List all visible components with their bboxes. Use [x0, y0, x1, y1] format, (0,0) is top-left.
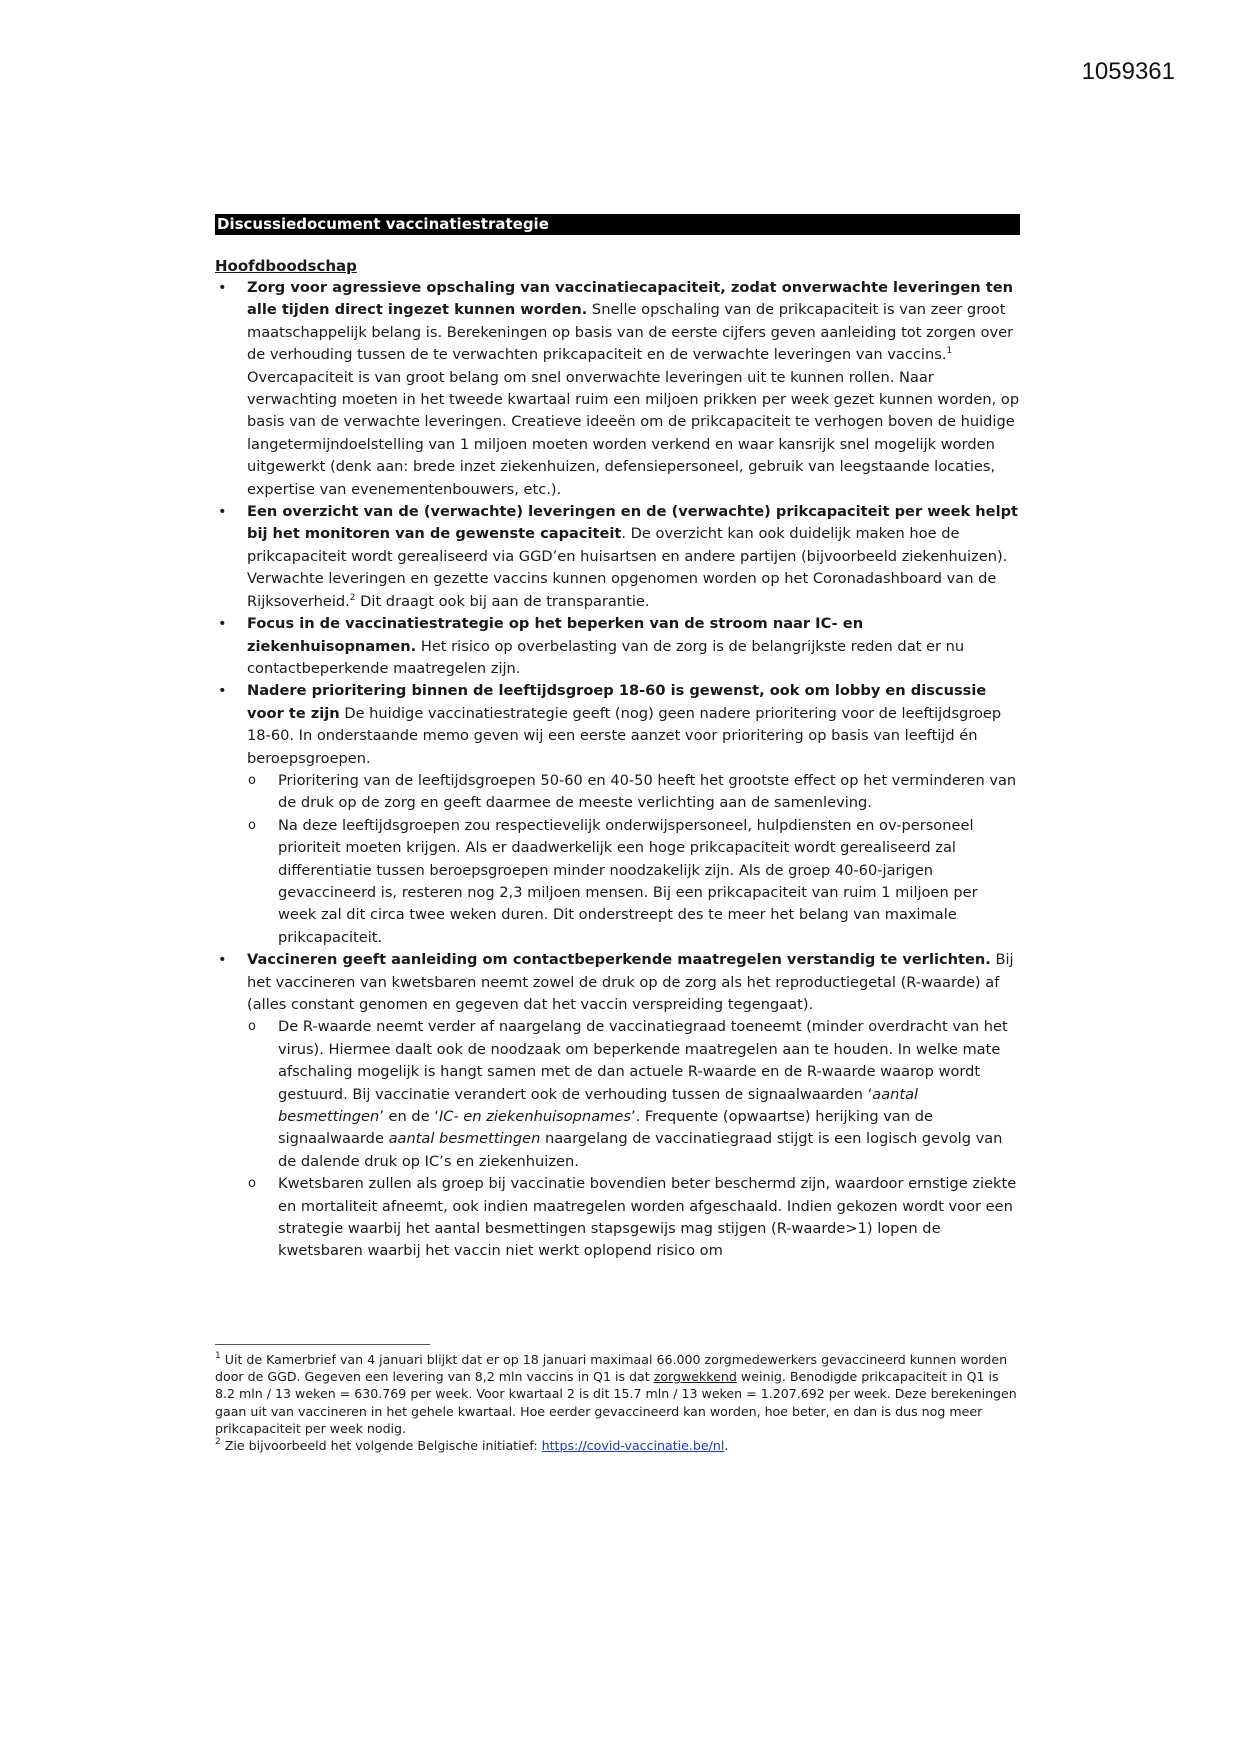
bullet-item: [215, 949, 1020, 1263]
sub-item: [247, 1016, 1020, 1173]
document-id: 1059361: [1081, 58, 1175, 85]
footnote-1: [215, 1351, 1020, 1437]
footnote-link[interactable]: https://covid-vaccinatie.be/nl: [541, 1438, 725, 1454]
bullet-text: Snelle opschaling van de prikcapaciteit is van zeer groot maatschappelijk belang is. Berekeningen op basis van de eerste cijfers geven aanleiding tot zorgen over de verhouding tussen de te verwachten prikcapaciteit en de verwachte leveringen van vaccins.: [247, 301, 1014, 364]
bullet-bold: Focus in de vaccinatiestrategie op het beperken van de stroom naar IC- en ziekenhuisopnamen.: [247, 615, 864, 655]
footnote-ref[interactable]: 2: [349, 592, 356, 603]
bullet-bold: Een overzicht van de (verwachte) leveringen en de (verwachte) prikcapaciteit per week helpt bij het monitoren van de gewenste capaciteit: [247, 503, 1019, 543]
bullet-text: Overcapaciteit is van groot belang om snel onverwachte leveringen uit te kunnen rollen. Naar verwachting moeten in het tweede kwartaal ruim een miljoen prikken per week gezet kunnen worden, op basis van de verwachte leveringen. Creatieve ideeën om de prikcapaciteit te verhogen boven de huidige langetermijndoelstelling van 1 miljoen moeten worden verkend en waar kansrijk snel mogelijk worden uitgewerkt (denk aan: brede inzet ziekenhuizen, defensiepersoneel, gebruik van leegstaande locaties, expertise van evenementenbouwers, etc.).: [247, 368, 1020, 498]
bullet-text: Bij het vaccineren van kwetsbaren neemt zowel de druk op de zorg als het reproductiegetal (R-waarde) af (alles constant genomen en gegeven dat het vaccin verspreiding tegengaat).: [247, 951, 1014, 1013]
bullet-item: [215, 613, 1020, 680]
footnote-underlined: zorgwekkend: [653, 1369, 737, 1385]
sub-text: ’ en de ‘: [379, 1108, 439, 1126]
sub-italic: aantal besmettingen: [388, 1130, 541, 1148]
footnote-ref[interactable]: 1: [946, 346, 953, 357]
sub-list: [247, 1016, 1020, 1262]
bullet-text: . De overzicht kan ook duidelijk maken hoe de prikcapaciteit wordt gerealiseerd via GGD’en huisartsen en andere partijen (bijvoorbeeld ziekenhuizen). Verwachte leveringen en gezette vaccins kunnen opgenomen worden op het Coronadashboard van de Rijksoverheid.: [247, 525, 1008, 610]
section-heading: Hoofdboodschap: [215, 257, 357, 275]
sub-item: o Prioritering van de leeftijdsgroepen 50-60 en 40-50 heeft het grootste effect op het verminderen van de druk op de zorg en geeft daarmee de meeste verlichting aan de samenleving.: [247, 770, 1020, 815]
bullet-text: Het risico op overbelasting van de zorg is de belangrijkste reden dat er nu contactbeperkende maatregelen zijn.: [247, 637, 965, 677]
footnote-number: 2: [215, 1437, 221, 1448]
footnote-text: weinig. Benodigde prikcapaciteit in Q1 is 8.2 mln / 13 weken = 630.769 per week. Voor kwartaal 2 is dit 15.7 mln / 13 weken = 1.207.692 per week. Deze berekeningen gaan uit van vaccineren in het gehele kwartaal. Hoe eerder gevaccineerd kan worden, hoe beter, en dan is dus nog meer prikcapaciteit per week nodig.: [215, 1369, 1017, 1436]
bullet-bold: Nadere prioritering binnen de leeftijdsgroep 18-60 is gewenst, ook om lobby en discussie voor te zijn: [247, 682, 987, 722]
footnote-text: Zie bijvoorbeeld het volgende Belgische initiatief:: [220, 1438, 542, 1454]
bullet-text: De huidige vaccinatiestrategie geeft (nog) geen nadere prioritering voor de leeftijdsgroep 18-60. In onderstaande memo geven wij een eerste aanzet voor prioritering op basis van leeftijd én beroepsgroepen.: [247, 704, 1002, 767]
bullet-item: [215, 680, 1020, 949]
sub-item: o Na deze leeftijdsgroepen zou respectievelijk onderwijspersoneel, hulpdiensten en ov-personeel prioriteit moeten krijgen. Als er daadwerkelijk een hoge prikcapaciteit wordt gerealiseerd zal differentiatie tussen beroepsgroepen minder noodzakelijk zijn. Als de groep 40-60-jarigen gevaccineerd is, resteren nog 2,3 miljoen mensen. Bij een prikcapaciteit van ruim 1 miljoen per week zal dit circa twee weken duren. Dit onderstreept des te meer het belang van maximale prikcapaciteit.: [247, 815, 1020, 949]
key-message-list: [215, 277, 1020, 1263]
bullet-bold: Zorg voor agressieve opschaling van vaccinatiecapaciteit, zodat onverwachte leveringen ten alle tijden direct ingezet kunnen worden.: [247, 279, 1014, 319]
footnote-divider: [215, 1344, 430, 1345]
footnotes: [215, 1344, 1020, 1454]
bullet-item: [215, 501, 1020, 613]
sub-list: [247, 770, 1020, 949]
sub-item: o Kwetsbaren zullen als groep bij vaccinatie bovendien beter beschermd zijn, waardoor ernstige ziekte en mortaliteit afneemt, ook indien maatregelen worden afgeschaald. Indien gekozen wordt voor een strategie waarbij het aantal besmettingen stapsgewijs mag stijgen (R-waarde>1) lopen de kwetsbaren waarbij het vaccin niet werkt oplopend risico om: [247, 1173, 1020, 1263]
footnote-text: .: [724, 1438, 729, 1454]
bullet-item: [215, 277, 1020, 501]
footnote-2: [215, 1437, 1020, 1454]
footnote-text: Uit de Kamerbrief van 4 januari blijkt dat er op 18 januari maximaal 66.000 zorgmedewerkers gevaccineerd kunnen worden door de GGD. Gegeven een levering van 8,2 mln vaccins in Q1 is dat: [215, 1352, 1008, 1385]
bullet-bold: Vaccineren geeft aanleiding om contactbeperkende maatregelen verstandig te verlichten.: [247, 951, 991, 969]
document-title: Discussiedocument vaccinatiestrategie: [215, 214, 1020, 235]
sub-text: ’. Frequente (opwaartse) herijking van de signaalwaarde: [278, 1108, 933, 1148]
sub-text: naargelang de vaccinatiegraad stijgt is een logisch gevolg van de dalende druk op IC’s en ziekenhuizen.: [278, 1130, 1003, 1170]
sub-text: De R-waarde neemt verder af naargelang de vaccinatiegraad toeneemt (minder overdracht van het virus). Hiermee daalt ook de noodzaak om beperkende maatregelen aan te houden. In welke mate afschaling mogelijk is hangt samen met de dan actuele R-waarde en de R-waarde waarop wordt gestuurd. Bij vaccinatie verandert ook de verhouding tussen de signaalwaarden ‘: [278, 1018, 1008, 1103]
sub-italic: IC- en ziekenhuisopnames: [438, 1108, 631, 1126]
bullet-text: Dit draagt ook bij aan de transparantie.: [355, 592, 650, 610]
sub-italic: aantal besmettingen: [278, 1085, 919, 1126]
document-body: [215, 214, 1020, 1263]
footnote-number: 1: [215, 1351, 221, 1361]
